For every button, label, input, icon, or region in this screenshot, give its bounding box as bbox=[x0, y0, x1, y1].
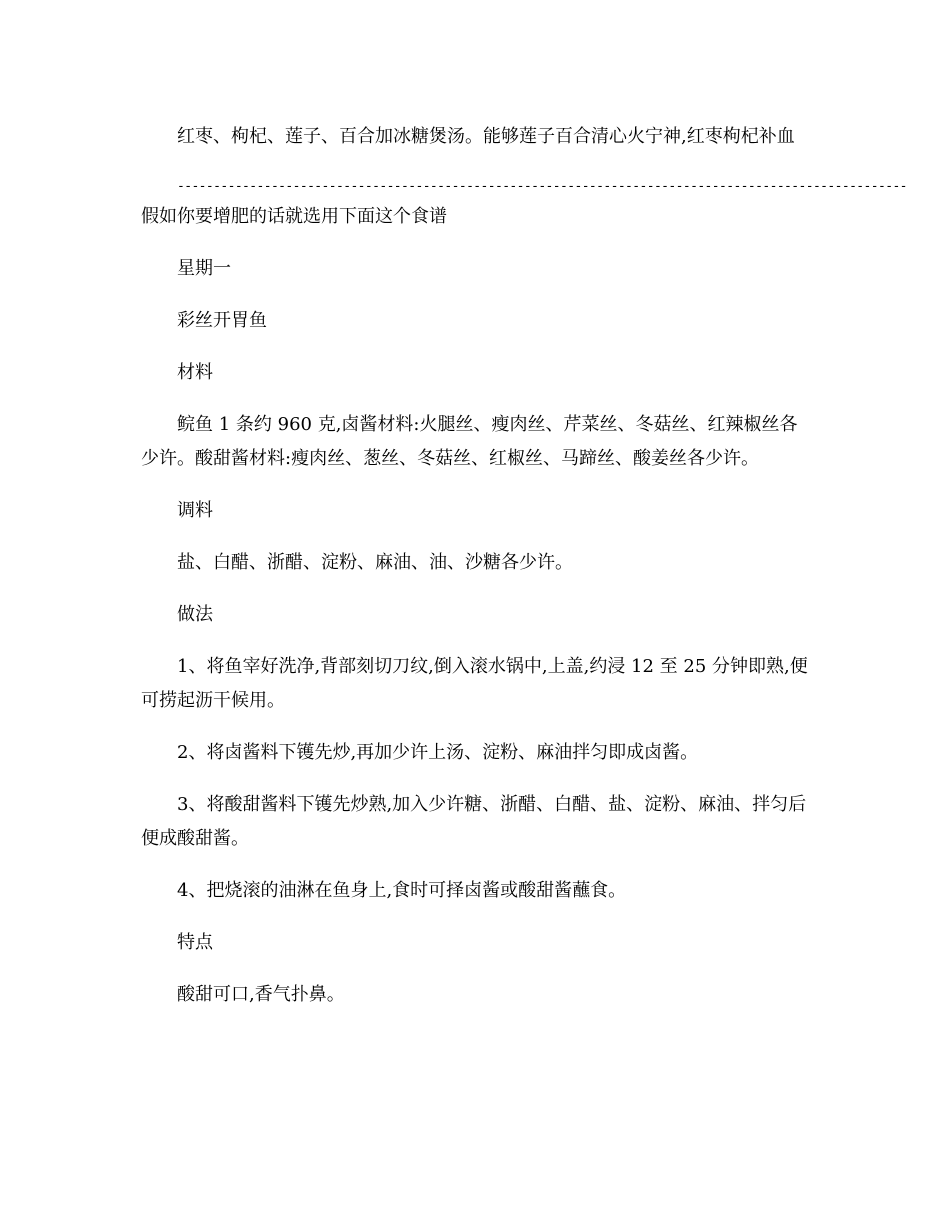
section-heading-method: 做法 bbox=[177, 604, 213, 625]
paragraph-features: 酸甜可口,香气扑鼻。 bbox=[177, 984, 345, 1005]
section-heading-ingredients: 材料 bbox=[177, 362, 213, 383]
method-step-3: 3、将酸甜酱料下镬先炒熟,加入少许糖、浙醋、白醋、盐、淀粉、麻油、拌匀后便成酸甜酱。 bbox=[141, 794, 807, 849]
paragraph-seasoning: 盐、白醋、浙醋、淀粉、麻油、油、沙糖各少许。 bbox=[177, 552, 573, 573]
document-page bbox=[141, 120, 907, 1012]
method-step-1: 1、将鱼宰好洗净,背部刻切刀纹,倒入滚水锅中,上盖,约浸 12 至 25 分钟即熟,便可捞起沥干候用。 bbox=[141, 656, 808, 711]
paragraph-ingredients: 鲩鱼 1 条约 960 克,卤酱材料:火腿丝、瘦肉丝、芹菜丝、冬菇丝、红辣椒丝各少许。酸甜酱材料:瘦肉丝、葱丝、冬菇丝、红椒丝、马蹄丝、酸姜丝各少许。 bbox=[141, 414, 798, 469]
method-step-4: 4、把烧滚的油淋在鱼身上,食时可择卤酱或酸甜酱蘸食。 bbox=[177, 880, 627, 901]
method-step-2: 2、将卤酱料下镬先炒,再加少许上汤、淀粉、麻油拌匀即成卤酱。 bbox=[177, 742, 699, 763]
section-heading-features: 特点 bbox=[177, 932, 213, 953]
day-heading: 星期一 bbox=[177, 258, 231, 279]
divider-line: ----------------------------------------------------------------------------------------------------- bbox=[177, 179, 907, 194]
section-heading-seasoning: 调料 bbox=[177, 500, 213, 521]
paragraph-soup-tip: 红枣、枸杞、莲子、百合加冰糖煲汤。能够莲子百合清心火宁神,红枣枸杞补血 bbox=[177, 126, 795, 147]
paragraph-weight-gain-intro: 假如你要增肥的话就选用下面这个食谱 bbox=[141, 206, 447, 227]
recipe-title: 彩丝开胃鱼 bbox=[177, 310, 267, 331]
